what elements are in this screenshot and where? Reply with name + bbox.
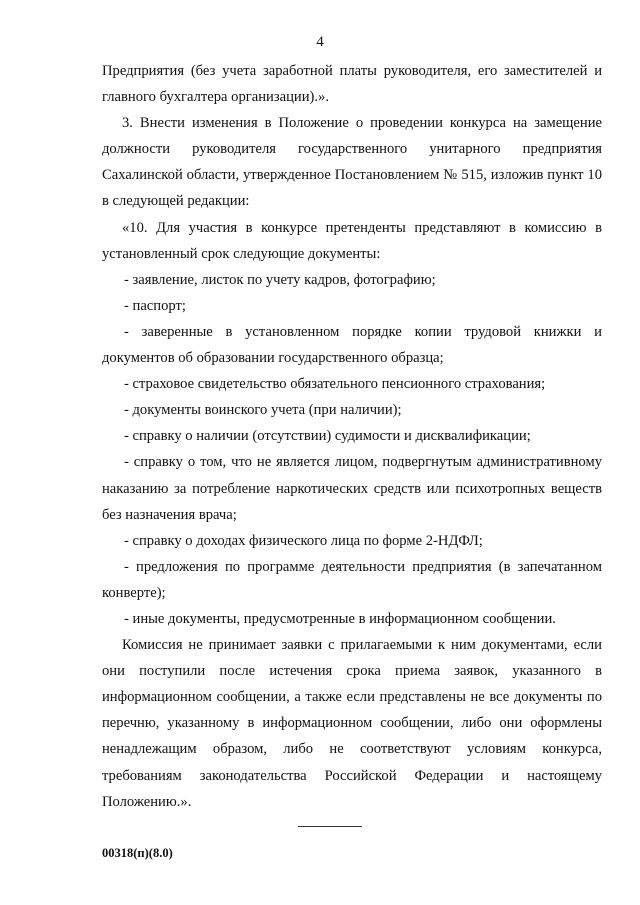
separator-line [298,826,362,827]
list-item-program-proposals: - предложения по программе деятельности предприятия (в запечатанном конверте); [102,558,602,601]
document-code: 00318(п)(8.0) [102,846,173,860]
list-item-other-documents: - иные документы, предусмотренные в информационном сообщении. [124,610,556,627]
list-item-workbook-copies: - заверенные в установленном порядке копии трудовой книжки и документов об образовании государственного образца; [102,323,602,367]
list-item-passport: - паспорт; [124,297,186,314]
list-item-insurance-certificate: - страховое свидетельство обязательного пенсионного страхования; [124,376,546,393]
list-item-application: - заявление, листок по учету кадров, фотографию; [124,271,436,288]
page-number: 4 [316,34,324,50]
paragraph-point-10: «10. Для участия в конкурсе претенденты представляют в комиссию в установленный срок следующие документы: [102,219,602,262]
document-body [102,58,602,815]
list-item-drug-certificate: - справку о том, что не является лицом, подвергнутым административному наказанию за потребление наркотических средств или психотропных веществ без назначения врача; [102,454,602,523]
paragraph-clause-3: 3. Внести изменения в Положение о проведении конкурса на замещение должности руководителя государственного унитарного предприятия Сахалинской области, утвержденное Постановлением № 515, изложив пункт 10 в следующей редакции: [102,115,602,210]
list-item-military-documents: - документы воинского учета (при наличии); [124,402,402,419]
list-item-criminal-record-certificate: - справку о наличии (отсутствии) судимости и дисквалификации; [124,428,531,445]
paragraph-continuation: Предприятия (без учета заработной платы руководителя, его заместителей и главного бухгалтера организации).». [102,63,602,106]
paragraph-commission-rules: Комиссия не принимает заявки с прилагаемыми к ним документами, если они поступили после истечения срока приема заявок, указанного в информационном сообщении, а также если представлены не все документы по перечню, указанному в информационном сообщении, либо они оформлены ненадлежащим образом, либо не соответствуют условиям конкурса, требованиям законодательства Российской Федерации и настоящему Положению.». [102,637,602,810]
list-item-income-certificate: - справку о доходах физического лица по форме 2-НДФЛ; [124,532,483,549]
